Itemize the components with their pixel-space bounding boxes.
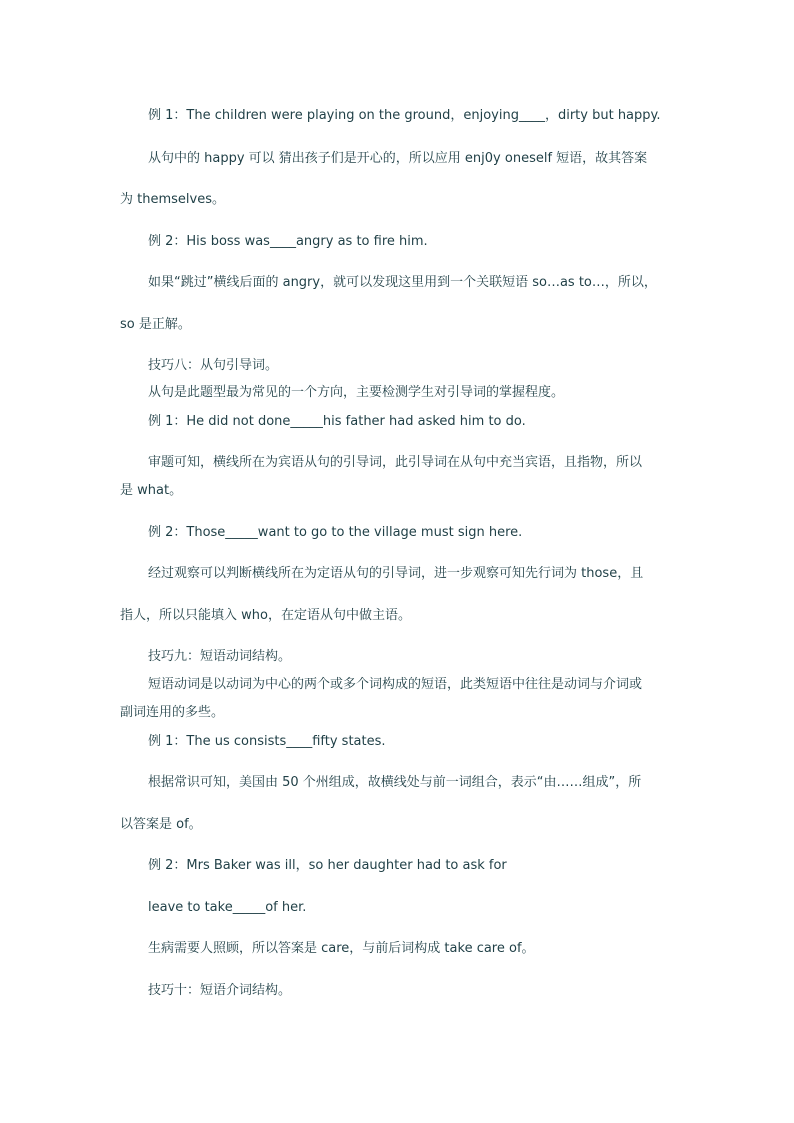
example-1-sentence: 例 1：The children were playing on the ground，enjoying____，dirty but happy. — [148, 108, 661, 123]
tip-8-example-2-explanation: 经过观察可以判断横线所在为定语从句的引导词，进一步观察可知先行词为 those，且 — [148, 566, 644, 581]
tip-9-example-2-sentence-cont: leave to take_____of her. — [148, 900, 307, 915]
example-1-explanation-cont: 为 themselves。 — [120, 192, 225, 207]
tip-8-example-2-explanation-cont: 指人，所以只能填入 who，在定语从句中做主语。 — [120, 608, 411, 623]
example-2-explanation: 如果“跳过”横线后面的 angry，就可以发现这里用到一个关联短语 so…as to…，所以， — [148, 275, 657, 290]
tip-8-example-1-explanation: 审题可知，横线所在为宾语从句的引导词，此引导词在从句中充当宾语，且指物，所以 — [148, 455, 643, 470]
tip-9-example-2-sentence: 例 2：Mrs Baker was ill，so her daughter had to ask for — [148, 858, 507, 873]
tip-9-example-2-explanation: 生病需要人照顾，所以答案是 care，与前后词构成 take care of。 — [148, 941, 535, 956]
tip-9-example-1-explanation-cont: 以答案是 of。 — [120, 817, 202, 832]
example-2-sentence: 例 2：His boss was____angry as to fire him. — [148, 234, 428, 249]
tip-9-example-1-explanation: 根据常识可知，美国由 50 个州组成，故横线处与前一词组合，表示“由……组成”，所 — [148, 775, 642, 790]
example-2-explanation-cont: so 是正解。 — [120, 317, 191, 332]
section-heading-tip-10: 技巧十：短语介词结构。 — [148, 983, 292, 998]
tip-8-example-1-explanation-cont: 是 what。 — [120, 483, 183, 498]
tip-8-example-1-sentence: 例 1：He did not done_____his father had asked him to do. — [148, 414, 526, 429]
tip-9-example-1-sentence: 例 1：The us consists____fifty states. — [148, 734, 386, 749]
section-heading-tip-9: 技巧九：短语动词结构。 — [148, 649, 292, 664]
tip-8-description: 从句是此题型最为常见的一个方向，主要检测学生对引导词的掌握程度。 — [148, 385, 565, 400]
tip-9-description: 短语动词是以动词为中心的两个或多个词构成的短语，此类短语中往往是动词与介词或 — [148, 677, 643, 692]
example-1-explanation: 从句中的 happy 可以 猜出孩子们是开心的，所以应用 enj0y oneself 短语，故其答案 — [148, 151, 648, 166]
section-heading-tip-8: 技巧八：从句引导词。 — [148, 358, 279, 373]
tip-9-description-cont: 副词连用的多些。 — [120, 705, 225, 720]
tip-8-example-2-sentence: 例 2：Those_____want to go to the village must sign here. — [148, 525, 523, 540]
